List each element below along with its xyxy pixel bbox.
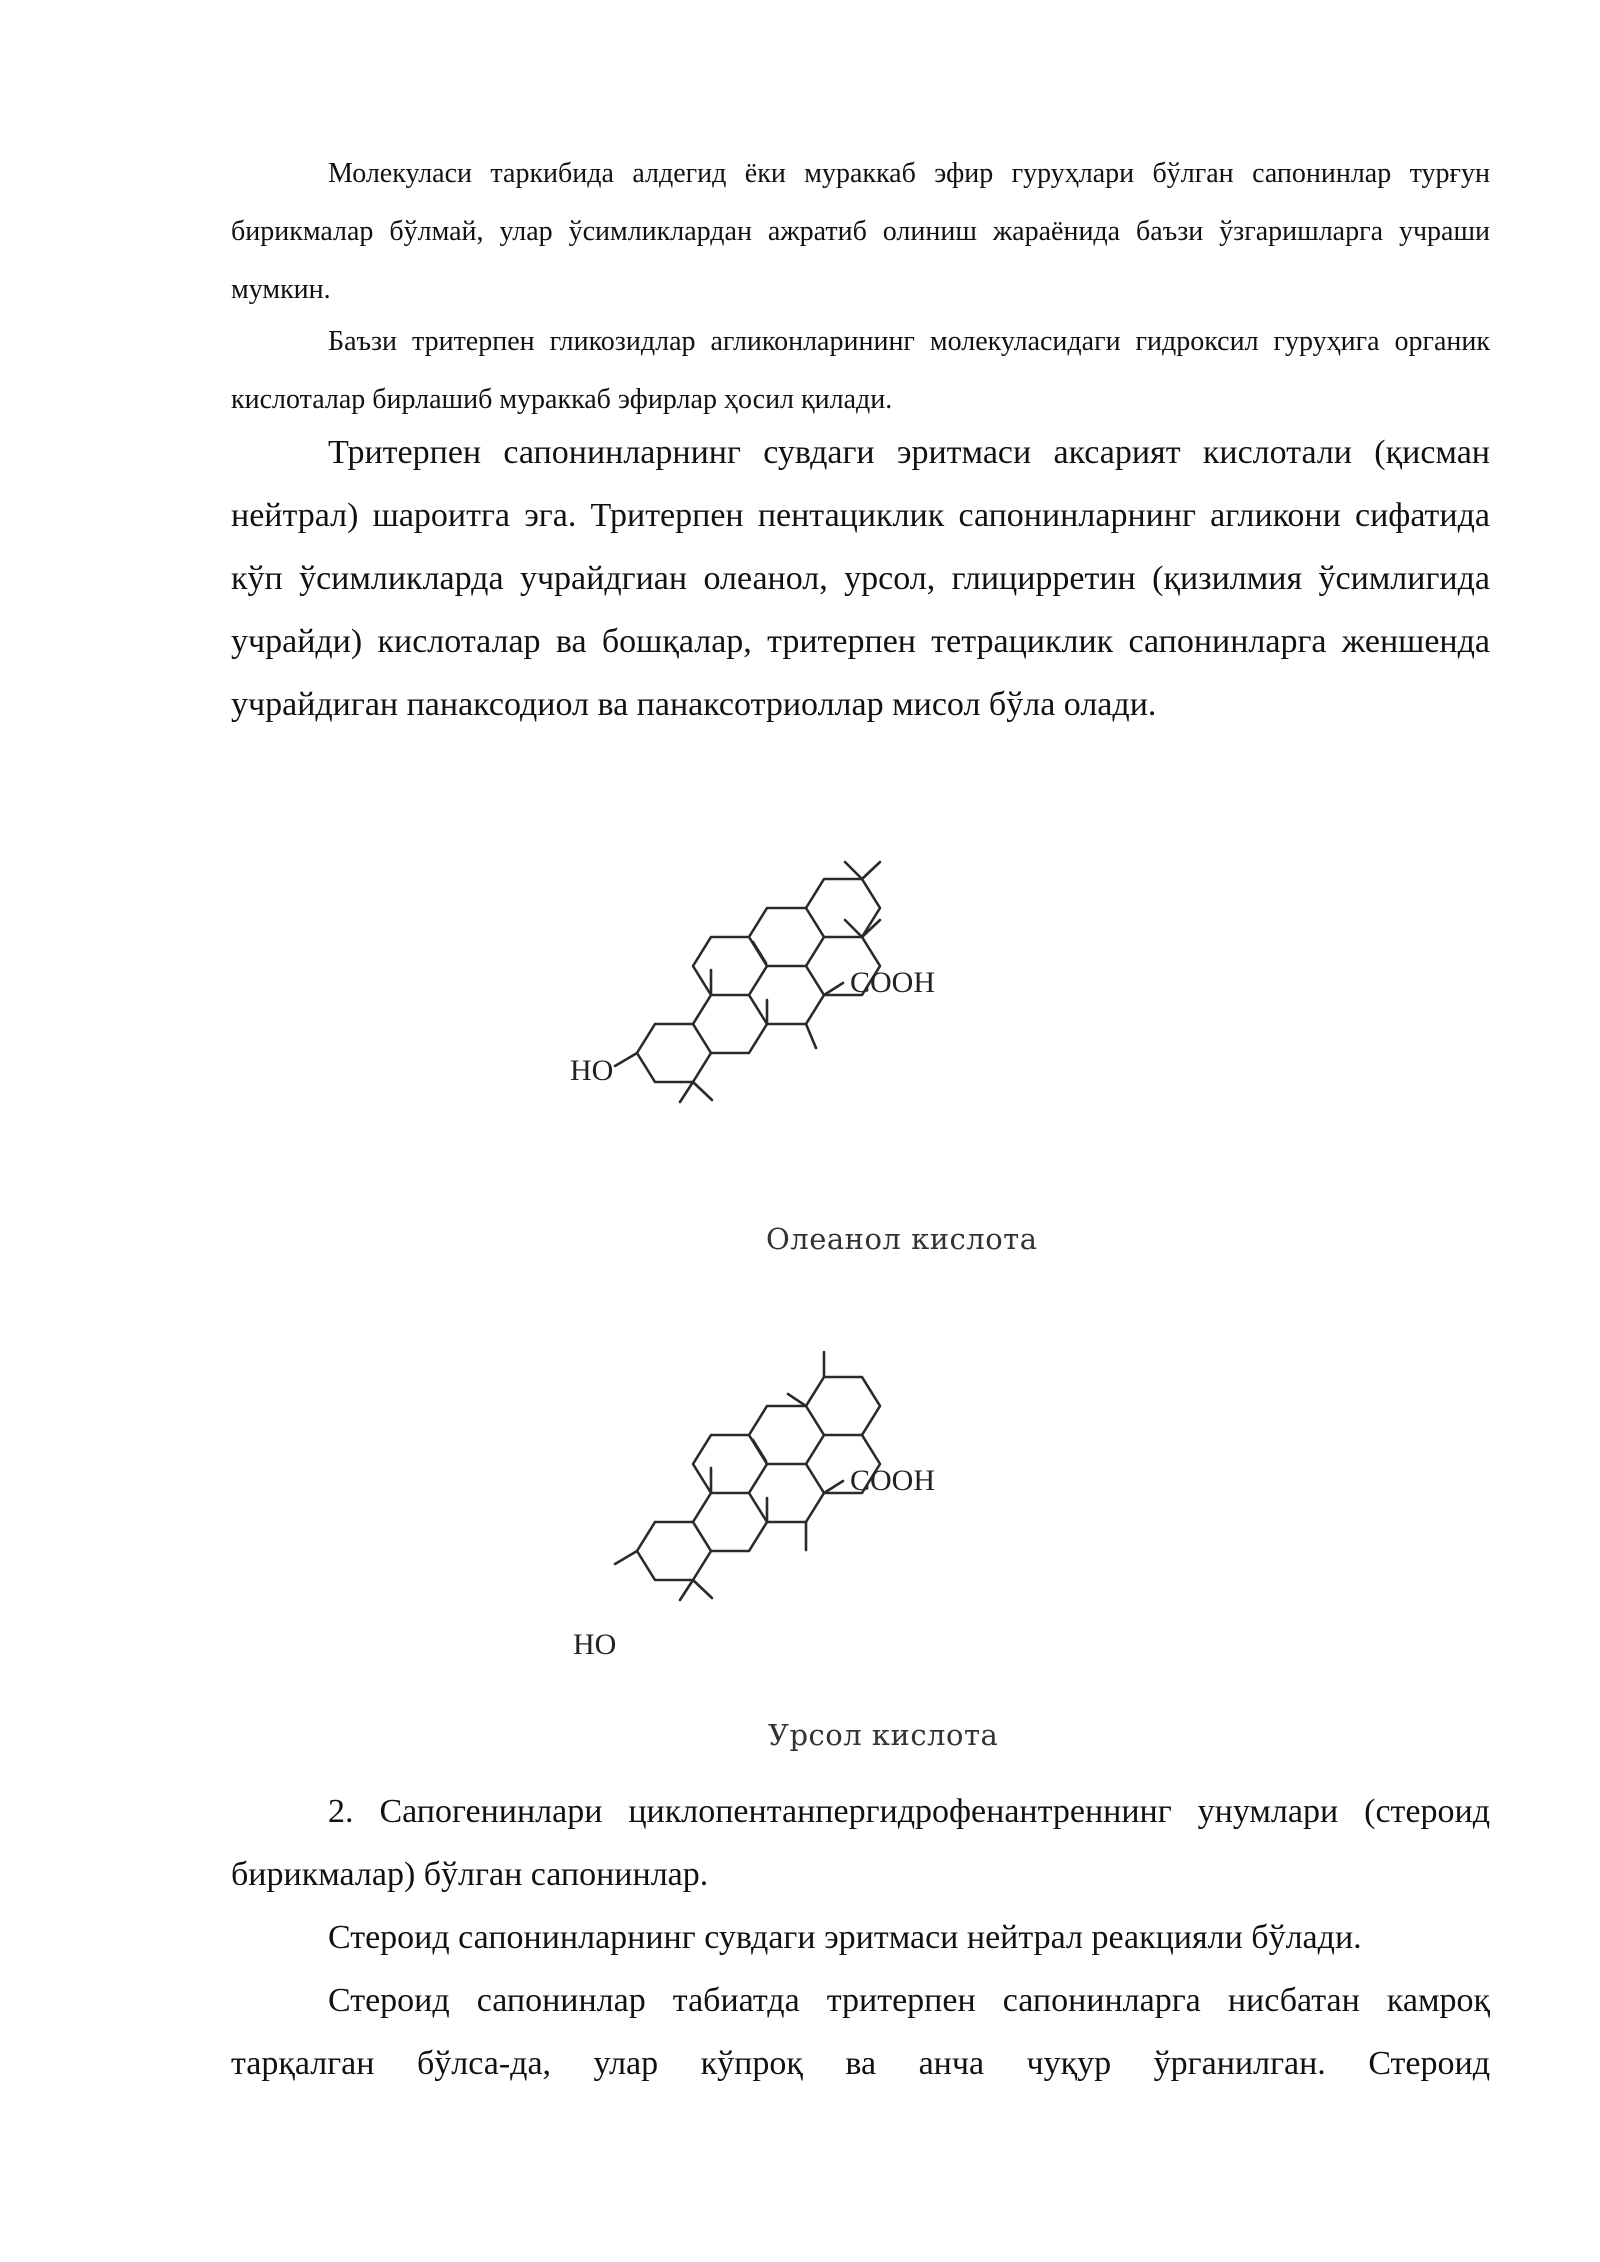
paragraph-triterpene-saponins [231, 421, 1490, 736]
paragraph-text: Молекуласи таркибида алдегид ёки мураккаб эфир гуруҳлари бўлган сапонинлар турғун бирикмалар бўлмай, улар ўсимликлардан ажратиб олиниш жараёнида баъзи ўзгаришларга учраши мумкин. [231, 158, 1490, 305]
paragraph-steroid-saponins-heading [231, 1780, 1490, 1906]
ursol-structure [540, 1300, 1160, 1685]
paragraph-text: Тритерпен сапонинларнинг сувдаги эритмаси аксарият кислотали (қисман нейтрал) шароитга эга. Тритерпен пентациклик сапонинларнинг агликони сифатида кўп ўсимликларда учрайдгиан олеанол, урсол, глицирретин (қизилмия ўсимлигида учрайди) кислоталар ва бошқалар, тритерпен тетрациклик сапонинларга женшенда учрайдиган панаксодиол ва панаксотриоллар мисол бўла олади. [231, 434, 1490, 723]
paragraph-text: Стероид сапонинларнинг сувдаги эритмаси нейтрал реакцияли бўлади. [328, 1919, 1362, 1956]
paragraph-steroid-neutral [231, 1906, 1490, 1969]
cooh-label: COOH [850, 1464, 936, 1497]
paragraph-text: 2. Сапогенинлари циклопентанпергидрофенантреннинг унумлари (стероид бирикмалар) бўлган сапонинлар. [231, 1793, 1490, 1893]
ursol-caption: Урсол кислота [768, 1718, 999, 1752]
paragraph-glycoside-esters [231, 313, 1490, 429]
oleanol-caption: Олеанол кислота [766, 1222, 1038, 1256]
oleanol-structure [540, 810, 1160, 1195]
ho-label: HO [570, 1054, 614, 1087]
paragraph-steroid-distribution [231, 1969, 1490, 2095]
paragraph-aldehyde-esters [231, 145, 1490, 319]
cooh-label: COOH [850, 966, 936, 999]
paragraph-text: Стероид сапонинлар табиатда тритерпен сапонинларга нисбатан камроқ тарқалган бўлса-да, улар кўпроқ ва анча чуқур ўрганилган. Стероид [231, 1982, 1490, 2082]
ursol-skeleton-diagram [540, 1300, 1160, 1680]
ho-label: HO [573, 1628, 617, 1661]
oleanol-skeleton-diagram [540, 810, 1160, 1190]
paragraph-text: Баъзи тритерпен гликозидлар агликонларининг молекуласидаги гидроксил гуруҳига органик кислоталар бирлашиб мураккаб эфирлар ҳосил қилади. [231, 326, 1490, 415]
